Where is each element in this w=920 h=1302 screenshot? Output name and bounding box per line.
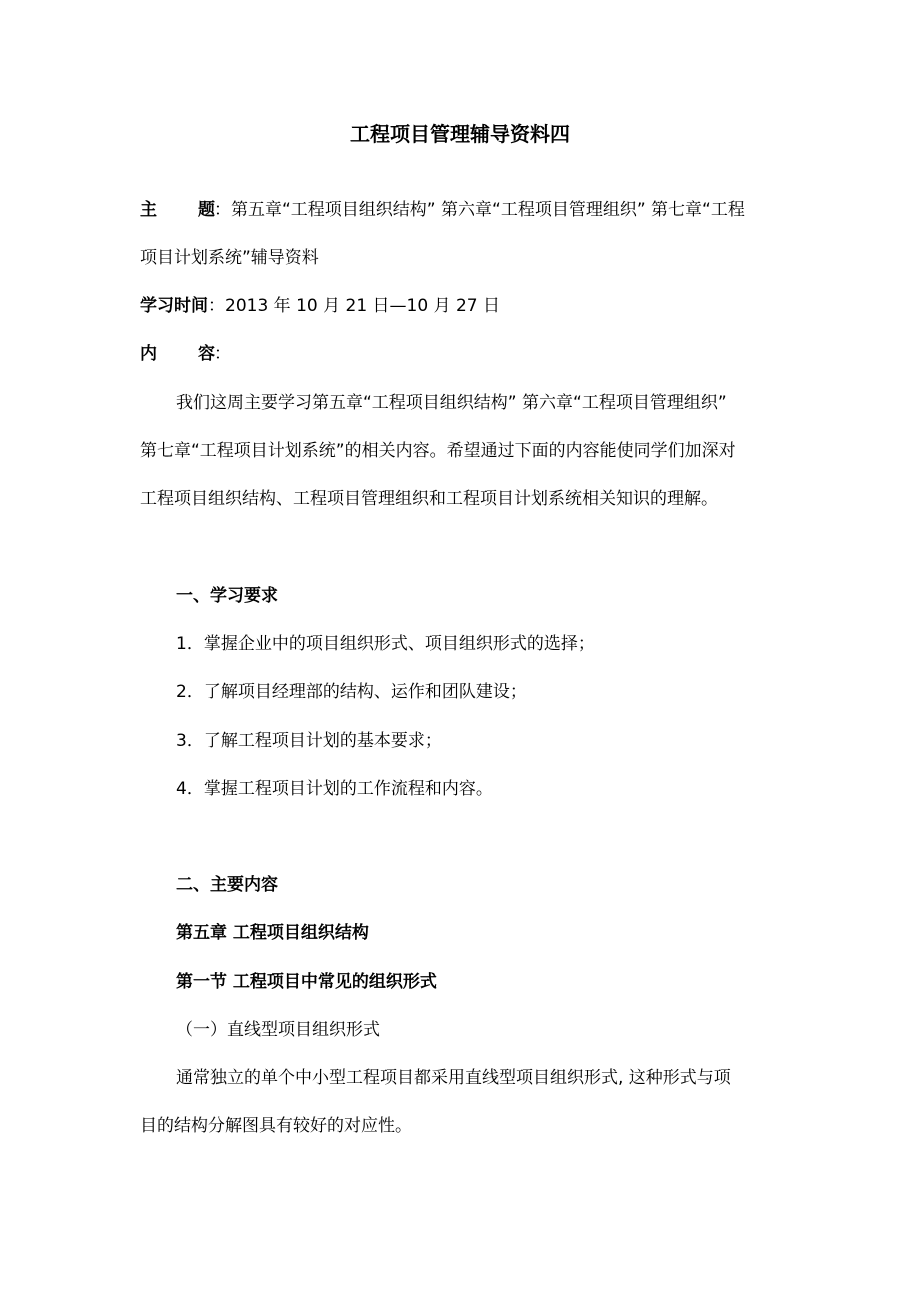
intro-line-2: 第七章“工程项目计划系统”的相关内容。希望通过下面的内容能使同学们加深对: [140, 441, 736, 461]
section-heading: 第一节 工程项目中常见的组织形式: [176, 972, 437, 992]
paragraph-line-1: 通常独立的单个中小型工程项目都采用直线型项目组织形式, 这种形式与项: [176, 1068, 731, 1088]
theme-label-first: 主: [140, 200, 157, 220]
intro-line-1: 我们这周主要学习第五章“工程项目组织结构” 第六章“工程项目管理组织”: [176, 393, 727, 413]
content-label: [140, 342, 214, 366]
study-time-value: 2013 年 10 月 21 日—10 月 27 日: [225, 296, 501, 316]
theme-label-second: 题: [198, 200, 215, 220]
section2-heading: 二、主要内容: [176, 875, 278, 895]
paragraph-line-2: 目的结构分解图具有较好的对应性。: [140, 1116, 412, 1136]
subsection-heading: （一）直线型项目组织形式: [176, 1020, 380, 1040]
section1-heading: 一、学习要求: [176, 586, 278, 606]
document-title: 工程项目管理辅导资料四: [350, 122, 570, 146]
requirement-item-3: 3．了解工程项目计划的基本要求；: [176, 731, 442, 751]
theme-label: [140, 198, 214, 222]
theme-colon: ：: [214, 200, 231, 220]
study-time-line: [140, 294, 500, 318]
chapter-heading: 第五章 工程项目组织结构: [176, 923, 369, 943]
theme-text-line2: 项目计划系统”辅导资料: [140, 248, 319, 268]
content-label-colon: ：: [214, 344, 231, 364]
theme-line-1: [140, 198, 745, 222]
content-label-first: 内: [140, 344, 157, 364]
requirement-item-1: 1．掌握企业中的项目组织形式、项目组织形式的选择；: [176, 634, 595, 654]
requirement-item-4: 4．掌握工程项目计划的工作流程和内容。: [176, 779, 493, 799]
intro-line-3: 工程项目组织结构、工程项目管理组织和工程项目计划系统相关知识的理解。: [140, 489, 718, 509]
content-label-second: 容: [198, 344, 215, 364]
theme-text-line1: 第五章“工程项目组织结构” 第六章“工程项目管理组织” 第七章“工程: [231, 200, 745, 220]
study-time-colon: ：: [208, 296, 225, 316]
requirement-item-2: 2．了解项目经理部的结构、运作和团队建设；: [176, 682, 527, 702]
content-label-line: [140, 342, 231, 366]
study-time-label: 学习时间: [140, 296, 208, 316]
